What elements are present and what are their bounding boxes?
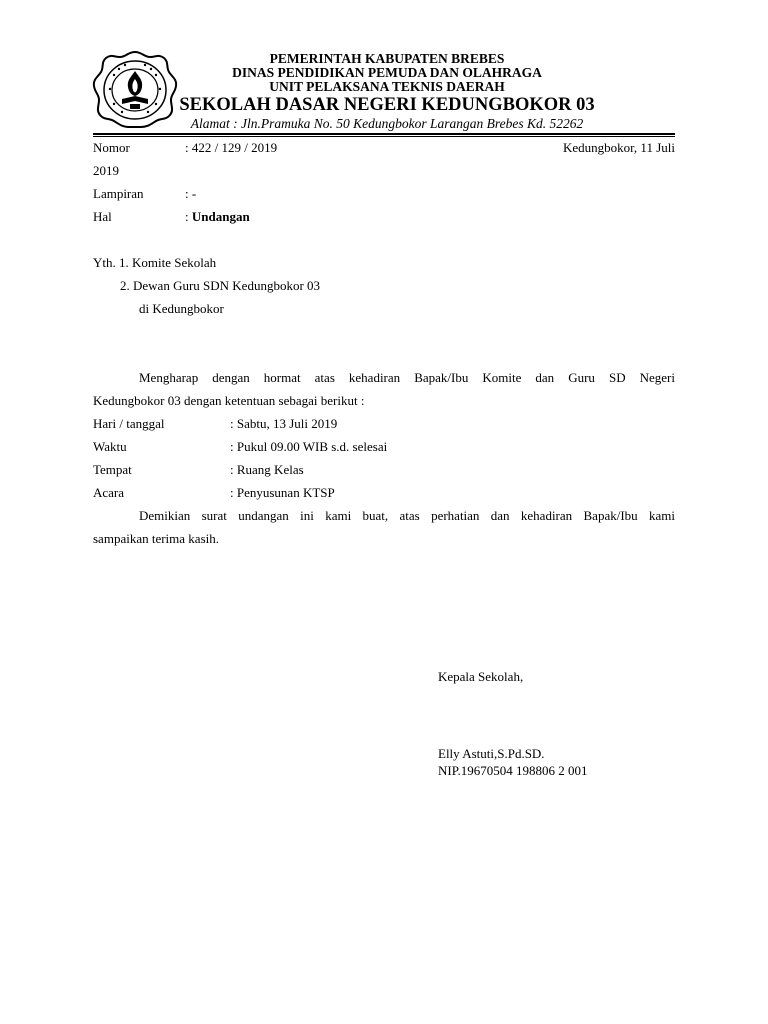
- recipient-line-2: 2. Dewan Guru SDN Kedungbokor 03: [120, 278, 321, 293]
- nomor-label: Nomor: [93, 140, 130, 155]
- recipient-line-1: Yth. 1. Komite Sekolah: [93, 255, 217, 270]
- lampiran-label: Lampiran: [93, 186, 144, 201]
- letterhead-divider-thin: [93, 136, 675, 137]
- nomor-value: : 422 / 129 / 2019: [185, 140, 278, 155]
- letterhead-school-name: SEKOLAH DASAR NEGERI KEDUNGBOKOR 03: [179, 95, 595, 115]
- hal-value: Undangan: [191, 209, 250, 224]
- place-date: Kedungbokor, 11 Juli: [562, 140, 675, 155]
- letterhead-department: DINAS PENDIDIKAN PEMUDA DAN OLAHRAGA: [232, 65, 542, 80]
- letterhead-address: Alamat : Jln.Pramuka No. 50 Kedungbokor Larangan Brebes Kd. 52262: [190, 116, 584, 131]
- body-paragraph-line-1: Mengharap dengan hormat atas kehadiran Bapak/Ibu Komite dan Guru SD Negeri: [139, 370, 675, 385]
- detail-label-time: Waktu: [93, 439, 127, 454]
- closing-line-2: sampaikan terima kasih.: [93, 531, 219, 546]
- detail-value-date: : Sabtu, 13 Juli 2019: [230, 416, 338, 431]
- detail-label-place: Tempat: [93, 462, 132, 477]
- hal-value-line: [185, 209, 250, 225]
- detail-value-time: : Pukul 09.00 WIB s.d. selesai: [230, 439, 388, 454]
- detail-label-date: Hari / tanggal: [93, 416, 165, 431]
- detail-label-agenda: Acara: [93, 485, 125, 500]
- place-date-year: 2019: [93, 163, 119, 178]
- lampiran-value: : -: [185, 186, 197, 201]
- hal-colon: :: [185, 209, 192, 224]
- signature-name: Elly Astuti,S.Pd.SD.: [438, 746, 545, 761]
- detail-value-agenda: : Penyusunan KTSP: [230, 485, 335, 500]
- recipient-location: di Kedungbokor: [139, 301, 224, 316]
- detail-value-place: : Ruang Kelas: [230, 462, 304, 477]
- hal-label: Hal: [93, 209, 112, 224]
- closing-line-1: Demikian surat undangan ini kami buat, atas perhatian dan kehadiran Bapak/Ibu kami: [139, 508, 675, 523]
- body-paragraph-line-2: Kedungbokor 03 dengan ketentuan sebagai berikut :: [93, 393, 365, 408]
- letterhead-government: PEMERINTAH KABUPATEN BREBES: [269, 51, 505, 66]
- letterhead-divider-thick: [93, 133, 675, 135]
- signature-title: Kepala Sekolah,: [438, 669, 524, 684]
- letterhead-unit: UNIT PELAKSANA TEKNIS DAERAH: [269, 79, 505, 94]
- school-crest-icon: [92, 49, 178, 129]
- signature-nip: NIP.19670504 198806 2 001: [438, 763, 588, 778]
